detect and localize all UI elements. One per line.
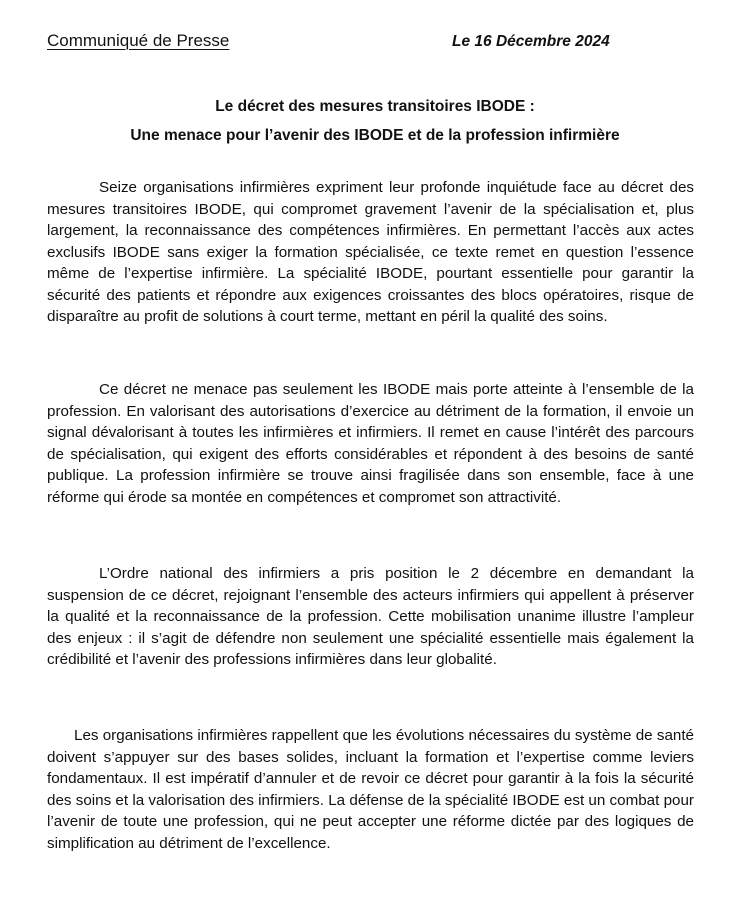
title-line-2: Une menace pour l’avenir des IBODE et de la profession infirmière — [130, 127, 620, 144]
document-date: Le 16 Décembre 2024 — [452, 33, 610, 50]
paragraph-3: L’Ordre national des infirmiers a pris position le 2 décembre en demandant la suspension de ce décret, rejoignant l’ensemble des acteurs infirmiers qui appellent à préserver la qualité et la reconnaissance de la profession. Cette mobilisation unanime illustre l’ampleur des enjeux : il s’agit de défendre non seulement une spécialité essentielle mais également la crédibilité et l’avenir des professions infirmières dans leur globalité. — [47, 565, 694, 668]
paragraph-4: Les organisations infirmières rappellent que les évolutions nécessaires du système de santé doivent s’appuyer sur des bases solides, incluant la formation et l’expertise comme leviers fondamentaux. Il est impératif d’annuler et de revoir ce décret pour garantir à la fois la sécurité des soins et la valorisation des infirmiers. La défense de la spécialité IBODE est un combat pour l’avenir de toute une profession, qui ne peut accepter une réforme dictée par des logiques de simplification au détriment de l’excellence. — [47, 727, 694, 852]
paragraph-1: Seize organisations infirmières expriment leur profonde inquiétude face au décret des mesures transitoires IBODE, qui compromet gravement l’avenir de la spécialisation et, plus largement, la reconnaissance des compétences infirmières. En permettant l’accès aux actes exclusifs IBODE sans exiger la formation spécialisée, ce texte remet en question l’essence même de l’expertise infirmière. La spécialité IBODE, pourtant essentielle pour garantir la sécurité des patients et répondre aux exigences croissantes des blocs opératoires, risque de disparaître au profit de solutions à court terme, mettant en péril la qualité des soins. — [47, 179, 694, 325]
title-line-1: Le décret des mesures transitoires IBODE : — [215, 98, 535, 115]
paragraph-2: Ce décret ne menace pas seulement les IBODE mais porte atteinte à l’ensemble de la profession. En valorisant des autorisations d’exercice au détriment de la formation, il envoie un signal dévalorisant à toutes les infirmières et infirmiers. Il remet en cause l’intérêt des parcours de spécialisation, qui exigent des efforts considérables et répondent à des besoins de santé publique. La profession infirmière se trouve ainsi fragilisée dans son ensemble, face à une réforme qui érode sa montée en compétences et compromet son attractivité. — [47, 381, 694, 506]
document-type-label: Communiqué de Presse — [47, 31, 230, 50]
document-title — [40, 92, 710, 150]
